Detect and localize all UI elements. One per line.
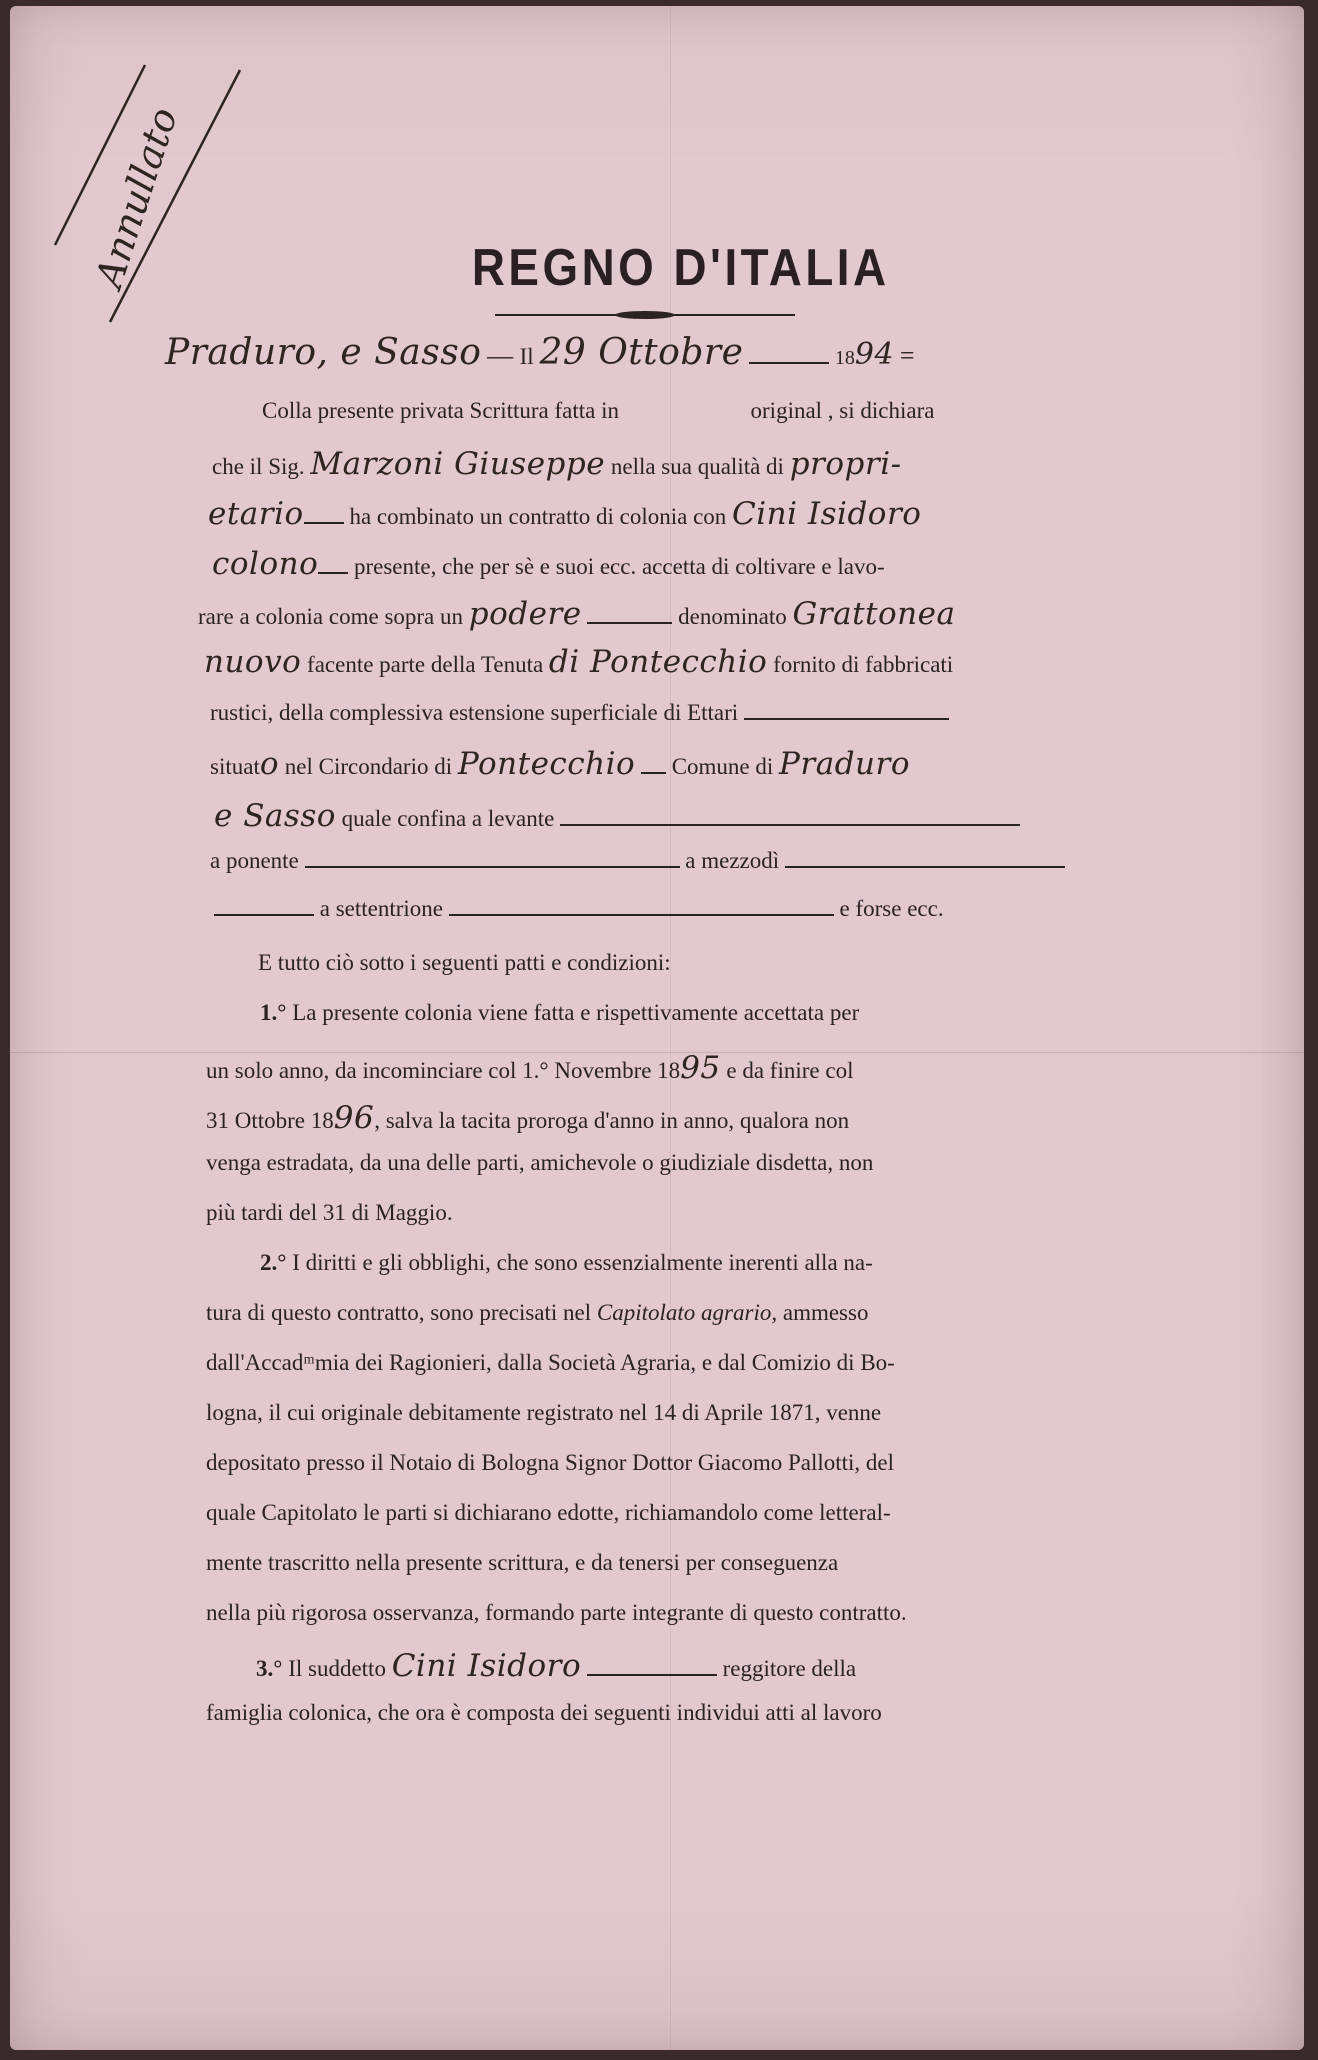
- owner-name-hand: Marzoni Giuseppe: [310, 446, 606, 482]
- text-line-6: nuovo facente parte della Tenuta di Pontecchio fornito di fabbricati: [204, 644, 954, 680]
- date-hand: 29 Ottobre: [539, 332, 744, 373]
- title-ornament: [495, 310, 795, 320]
- clause-3-line-2: famiglia colonica, che ora è composta dei seguenti individui atti al lavoro: [206, 1700, 882, 1725]
- clause-1-line-4: venga estradata, da una delle parti, amichevole o giudiziale disdetta, non: [206, 1150, 874, 1175]
- date-line: Praduro, e Sasso — Il 29 Ottobre 1894 =: [165, 332, 915, 373]
- clause-1-line-5: più tardi del 31 di Maggio.: [206, 1200, 453, 1225]
- text-line-8: situato nel Circondario di Pontecchio Comune di Praduro: [210, 746, 910, 782]
- clause-2-line-7: mente trascritto nella presente scrittura, e da tenersi per conseguenza: [206, 1550, 839, 1575]
- text-line-7: rustici, della complessiva estensione superficiale di Ettari: [210, 700, 949, 726]
- clause-2-number: 2.°: [260, 1250, 287, 1275]
- place-hand: Praduro, e Sasso: [165, 332, 482, 373]
- text-line-3: etario ha combinato un contratto di colonia con Cini Isidoro: [208, 496, 922, 532]
- clause-3-number: 3.°: [256, 1656, 283, 1681]
- clause-2-line-2: tura di questo contratto, sono precisati nel Capitolato agrario, ammesso: [206, 1300, 869, 1325]
- text-line-4: colono presente, che per sè e suoi ecc. accetta di coltivare e lavo-: [212, 546, 885, 582]
- text-line-2: che il Sig. Marzoni Giuseppe nella sua qualità di propri-: [212, 446, 902, 482]
- clause-1-line-2: un solo anno, da incominciare col 1.° Novembre 1895 e da finire col: [206, 1050, 854, 1086]
- text-line-12: E tutto ciò sotto i seguenti patti e condizioni:: [258, 950, 671, 975]
- annullato-text: Annullato: [86, 102, 187, 293]
- document-title: REGNO D'ITALIA: [471, 239, 890, 297]
- text-line-9: e Sasso quale confina a levante: [214, 798, 1020, 834]
- text-line-11: a settentrione e forse ecc.: [214, 896, 944, 922]
- year-hand: 94: [854, 337, 895, 372]
- clause-2-line-5: depositato presso il Notaio di Bologna Signor Dottor Giacomo Pallotti, del: [206, 1450, 895, 1475]
- clause-2-line-8: nella più rigorosa osservanza, formando parte integrante di questo contratto.: [206, 1600, 907, 1625]
- clause-3-line-1: 3.° Il suddetto Cini Isidoro reggitore della: [256, 1648, 857, 1684]
- clause-1-line-1: 1.° La presente colonia viene fatta e rispettivamente accettata per: [260, 1000, 860, 1025]
- clause-2-line-3: dall'Accad ͫ mia dei Ragionieri, dalla Società Agraria, e dal Comizio di Bo-: [206, 1350, 895, 1375]
- clause-2-line-6: quale Capitolato le parti si dichiarano edotte, richiamandolo come letteral-: [206, 1500, 891, 1525]
- text-line-10: a ponente a mezzodì: [210, 848, 1065, 874]
- clause-1-line-3: 31 Ottobre 1896, salva la tacita proroga d'anno in anno, qualora non: [206, 1100, 850, 1136]
- text-line-5: rare a colonia come sopra un podere denominato Grattonea: [198, 596, 956, 632]
- clause-2-line-1: 2.° I diritti e gli obblighi, che sono essenzialmente inerenti alla na-: [260, 1250, 873, 1275]
- clause-1-number: 1.°: [260, 1000, 287, 1025]
- date-prefix: Il: [519, 344, 534, 369]
- clause-2-line-4: logna, il cui originale debitamente registrato nel 14 di Aprile 1871, venne: [206, 1400, 882, 1425]
- text-line-1: Colla presente privata Scrittura fatta in original , si dichiara: [262, 398, 935, 423]
- year-printed: 18: [834, 347, 855, 369]
- colono-name-hand: Cini Isidoro: [732, 496, 922, 532]
- date-rule: [749, 362, 829, 364]
